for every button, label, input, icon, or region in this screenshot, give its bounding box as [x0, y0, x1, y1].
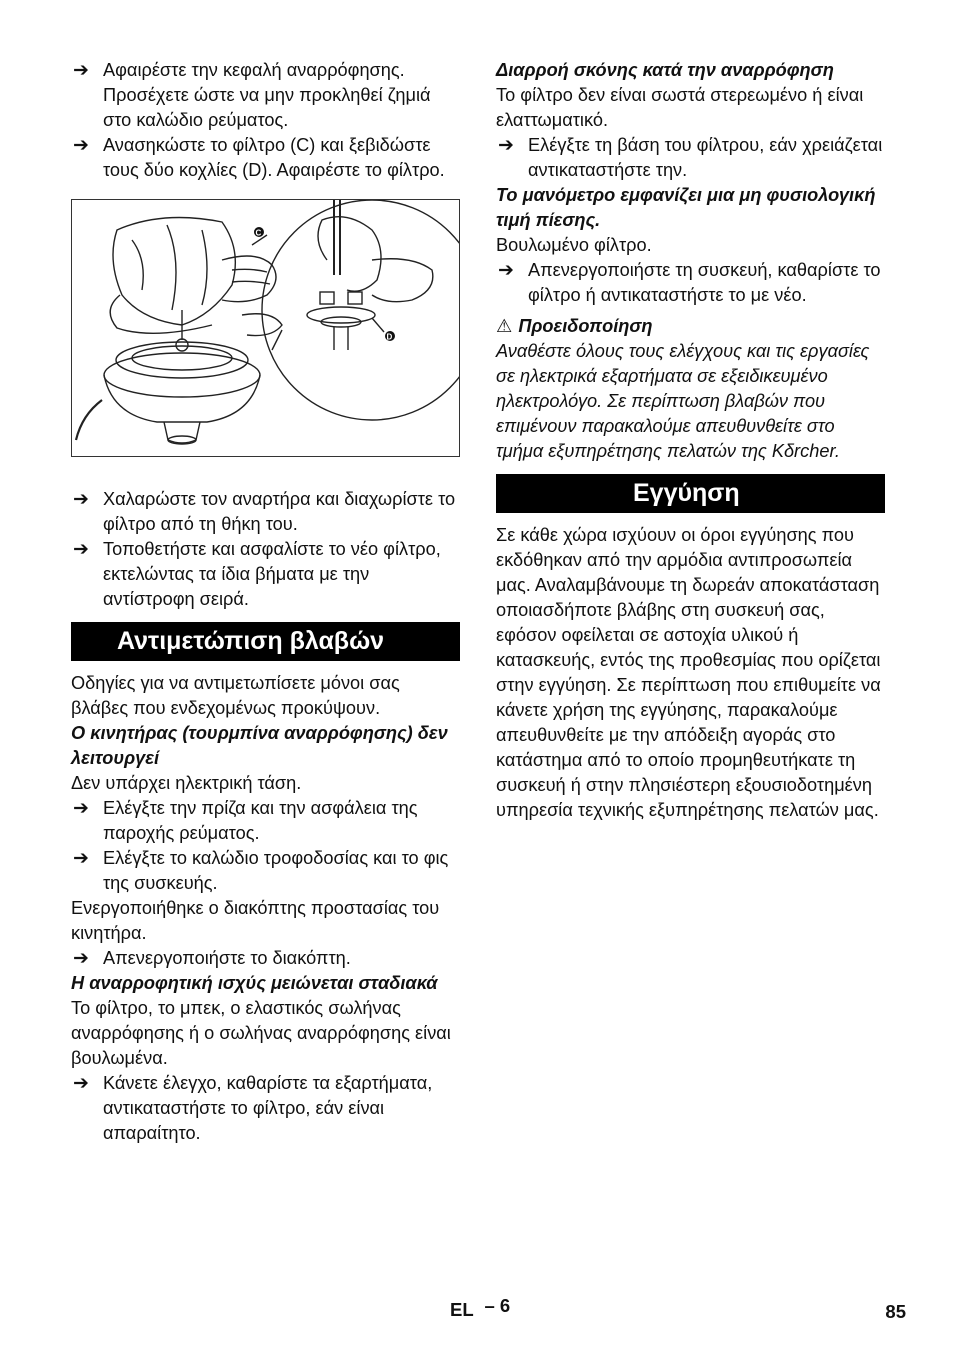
step-remove-head — [71, 58, 460, 133]
warning-icon: ⚠ — [496, 316, 513, 336]
label-d: D — [386, 332, 393, 342]
filter-illustration — [71, 199, 460, 457]
step-lift-filter — [71, 133, 460, 183]
arrow-icon: ➔ — [73, 1073, 89, 1094]
footer-local-page: – 6 — [484, 1295, 511, 1316]
no-power-text: Δεν υπάρχει ηλεκτρική τάση. — [71, 773, 302, 793]
warranty-title: Εγγύηση — [496, 474, 885, 513]
gauge-heading: Το μανόμετρο εμφανίζει μια μη φυσιολογική τιμή πίεσης. — [496, 185, 876, 230]
page-number: 85 — [885, 1301, 906, 1322]
motor-protection-text: Ενεργοποιήθηκε ο διακόπτης προστασίας του κινητήρα. — [71, 898, 440, 943]
arrow-icon: ➔ — [73, 798, 89, 819]
label-c: C — [255, 228, 262, 238]
gauge-text: Βουλωμένο φίλτρο. — [496, 235, 652, 255]
step-text: Ελέγξτε την πρίζα και την ασφάλεια της παροχής ρεύματος. — [103, 798, 418, 843]
arrow-icon: ➔ — [498, 260, 514, 281]
step-text: Απενεργοποιήστε τη συσκευή, καθαρίστε το φίλτρο ή αντικαταστήστε το με νέο. — [528, 260, 881, 305]
step-check-parts — [71, 1071, 460, 1146]
suction-text: Το φίλτρο, το μπεκ, ο ελαστικός σωλήνας αναρρόφησης ή ο σωλήνας αναρρόφησης είναι βουλωμένα. — [71, 998, 451, 1068]
step-check-socket — [71, 796, 460, 846]
filter-drawing — [72, 200, 459, 456]
suction-heading: Η αναρροφητική ισχύς μειώνεται σταδιακά — [71, 973, 438, 993]
step-text: Ελέγξτε τη βάση του φίλτρου, εάν χρειάζεται αντικαταστήστε την. — [528, 135, 883, 180]
footer-lang: EL — [450, 1299, 474, 1320]
dust-text: Το φίλτρο δεν είναι σωστά στερεωμένο ή είναι ελαττωματικό. — [496, 85, 864, 130]
step-text: Τοποθετήστε και ασφαλίστε το νέο φίλτρο, εκτελώντας τα ίδια βήματα με την αντίστροφη σειρά. — [103, 539, 441, 609]
arrow-icon: ➔ — [73, 539, 89, 560]
dust-heading: Διαρροή σκόνης κατά την αναρρόφηση — [496, 60, 834, 80]
step-text: Ανασηκώστε το φίλτρο (C) και ξεβιδώστε τους δύο κοχλίες (D). Αφαιρέστε το φίλτρο. — [103, 135, 445, 180]
arrow-icon: ➔ — [73, 948, 89, 969]
troubleshooting-title: Αντιμετώπιση βλαβών — [71, 622, 460, 661]
right-column — [496, 58, 885, 823]
arrow-icon: ➔ — [73, 848, 89, 869]
step-check-filter-base — [496, 133, 885, 183]
step-text: Κάνετε έλεγχο, καθαρίστε τα εξαρτήματα, αντικαταστήστε το φίλτρο, εάν είναι απαραίτητο. — [103, 1073, 433, 1143]
warning-heading — [496, 314, 885, 339]
step-check-cable — [71, 846, 460, 896]
left-column — [71, 58, 460, 1146]
arrow-icon: ➔ — [73, 135, 89, 156]
footer-page-ref — [450, 1297, 510, 1322]
warranty-text: Σε κάθε χώρα ισχύουν οι όροι εγγύησης που εκδόθηκαν από την αρμόδια αντιπροσωπεία μας. Αναλαμβάνουμε τη δωρεάν αποκατάσταση οποιασδήποτε βλάβης στη συσκευή σας, εφόσον οφείλεται σε αστοχία υλικού ή κατασκευής, εντός της προθεσμίας που ορίζεται στην εγγύηση. Σε περίπτωση που επιθυμείτε να κάνετε χρήση της εγγύησης, παρακαλούμε απευθυνθείτε με την απόδειξη αγοράς στο κατάστημα από το οποίο προμηθευτήκατε τη συσκευή ή στην πλησιέστερη εξουσιοδοτημένη υπηρεσία τεχνικής εξυπηρέτησης πελατών μας. — [496, 525, 881, 820]
step-text: Χαλαρώστε τον αναρτήρα και διαχωρίστε το φίλτρο από τη θήκη του. — [103, 489, 456, 534]
arrow-icon: ➔ — [73, 489, 89, 510]
step-text: Ελέγξτε το καλώδιο τροφοδοσίας και το φις της συσκευής. — [103, 848, 449, 893]
warning-text: Αναθέστε όλους τους ελέγχους και τις εργασίες σε ηλεκτρικά εξαρτήματα σε εξειδικευμένο ηλεκτρολόγο. Σε περίπτωση βλαβών που επιμένουν παρακαλούμε απευθυνθείτε στο τμήμα εξυπηρέτησης πελατών της Kδrcher. — [496, 341, 870, 461]
troubleshooting-intro: Οδηγίες για να αντιμετωπίσετε μόνοι σας βλάβες που ενδεχομένως προκύψουν. — [71, 673, 400, 718]
step-text: Αφαιρέστε την κεφαλή αναρρόφησης. Προσέχετε ώστε να μην προκληθεί ζημιά στο καλώδιο ρεύματος. — [103, 60, 431, 130]
step-loosen-hanger — [71, 487, 460, 537]
arrow-icon: ➔ — [498, 135, 514, 156]
arrow-icon: ➔ — [73, 60, 89, 81]
motor-heading: Ο κινητήρας (τουρμπίνα αναρρόφησης) δεν λειτουργεί — [71, 723, 448, 768]
step-text: Απενεργοποιήστε το διακόπτη. — [103, 948, 351, 968]
step-switch-off — [71, 946, 460, 971]
warning-title: Προειδοποίηση — [518, 316, 653, 336]
step-install-filter — [71, 537, 460, 612]
step-clean-filter — [496, 258, 885, 308]
